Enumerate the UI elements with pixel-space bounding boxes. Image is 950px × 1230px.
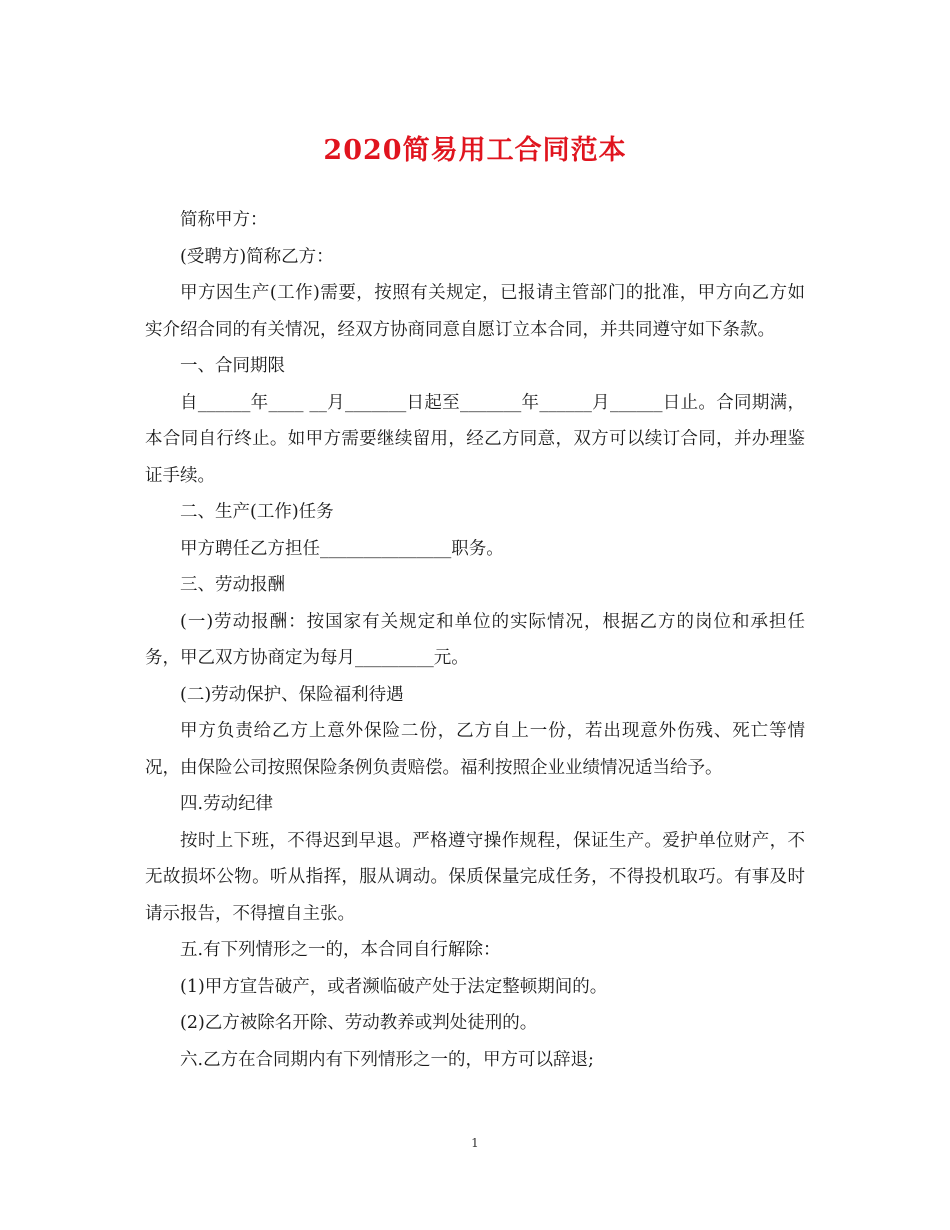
paragraph-pay: (一)劳动报酬：按国家有关规定和单位的实际情况，根据乙方的岗位和承担任务，甲乙双方协商定为每月_________元。 — [145, 611, 805, 668]
document-title: 2020简易用工合同范本 — [323, 135, 627, 166]
subsection-heading-protection: (二)劳动保护、保险福利待遇 — [180, 684, 404, 705]
paragraph-term: 自______年____ __月_______日起至_______年______月______日止。合同期满，本合同自行终止。如甲方需要继续留用，经乙方同意，双方可以续订合同，并办理鉴证手续。 — [145, 392, 805, 486]
section-heading-termination: 五.有下列情形之一的，本合同自行解除： — [180, 940, 501, 960]
section-heading-discipline: 四.劳动纪律 — [180, 794, 274, 814]
section-heading-pay: 三、劳动报酬 — [180, 575, 285, 595]
paragraph-party-b: (受聘方)简称乙方： — [180, 246, 334, 267]
paragraph-termination-1: (1)甲方宣告破产，或者濒临破产处于法定整顿期间的。 — [180, 976, 608, 997]
section-heading-term: 一、合同期限 — [180, 356, 285, 376]
page-number: 1 — [471, 1136, 479, 1150]
paragraph-insurance: 甲方负责给乙方上意外保险二份，乙方自上一份，若出现意外伤残、死亡等情况，由保险公司按照保险条例负责赔偿。福利按照企业业绩情况适当给予。 — [145, 721, 805, 778]
paragraph-party-a: 简称甲方： — [180, 210, 268, 230]
section-heading-task: 二、生产(工作)任务 — [180, 502, 334, 522]
paragraph-termination-2: (2)乙方被除名开除、劳动教养或判处徒刑的。 — [180, 1013, 538, 1033]
paragraph-discipline: 按时上下班，不得迟到早退。严格遵守操作规程，保证生产。爱护单位财产，不无故损坏公物。听从指挥，服从调动。保质保量完成任务，不得投机取巧。有事及时请示报告，不得擅自主张。 — [145, 830, 805, 924]
section-heading-dismissal: 六.乙方在合同期内有下列情形之一的，甲方可以辞退; — [180, 1049, 594, 1070]
paragraph-preamble: 甲方因生产(工作)需要，按照有关规定，已报请主管部门的批准，甲方向乙方如实介绍合同的有关情况，经双方协商同意自愿订立本合同，并共同遵守如下条款。 — [145, 283, 805, 340]
document-body — [145, 202, 805, 1078]
paragraph-task: 甲方聘任乙方担任_______________职务。 — [180, 538, 504, 559]
